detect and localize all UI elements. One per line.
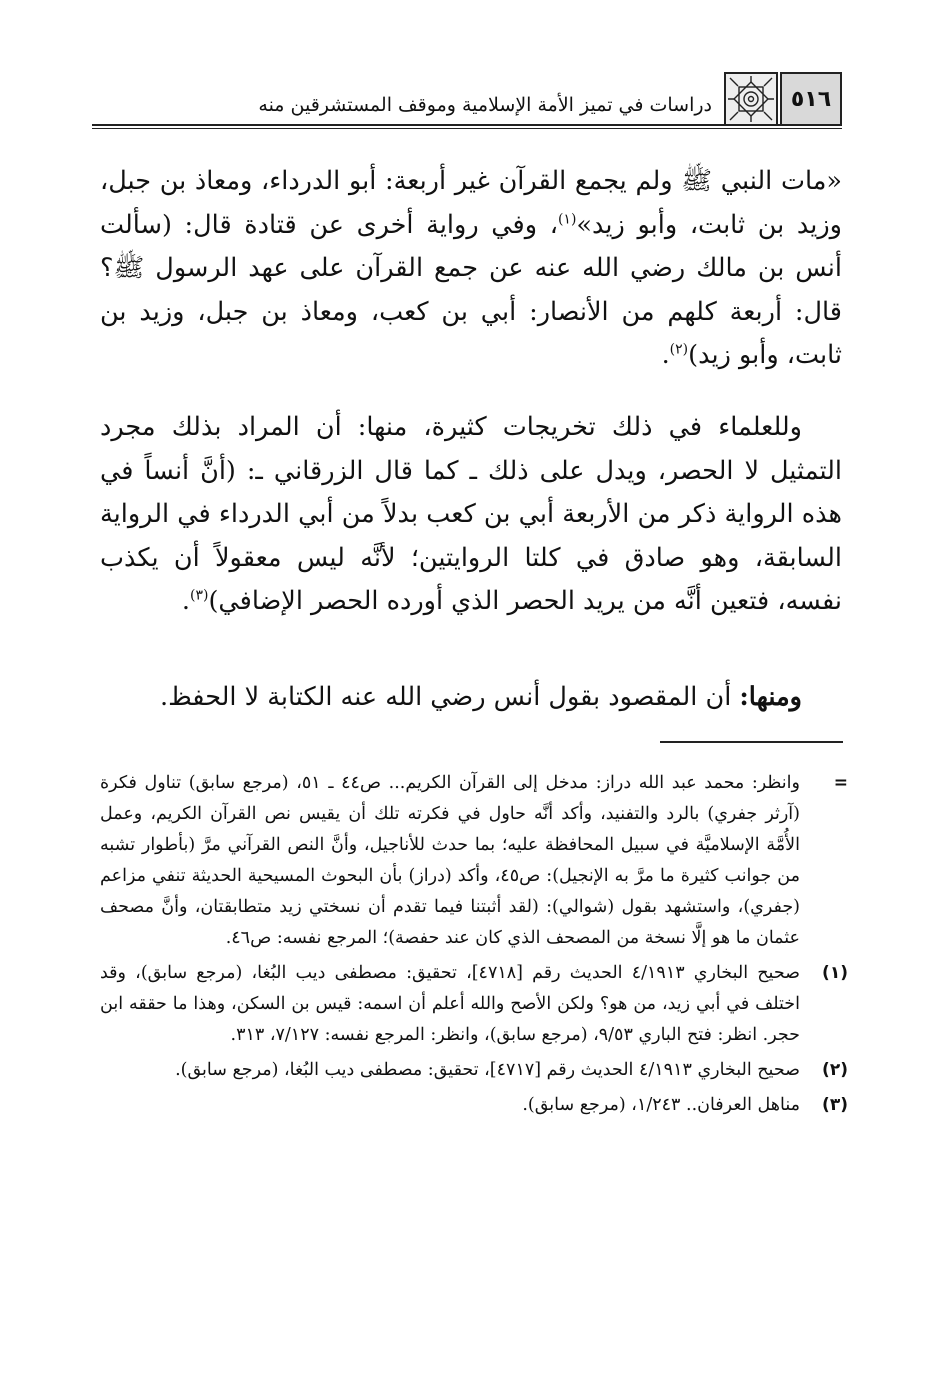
footnote-ref-2[interactable]: (٢) (669, 341, 689, 358)
footnote-mark: = (833, 773, 848, 793)
paragraph-2-text: وللعلماء في ذلك تخريجات كثيرة، منها: أن المراد بذلك مجرد التمثيل لا الحصر، ويدل على ذلك ـ كما قال الزرقاني ـ: (أنَّ أنساً في هذه الرواية ذكر من الأربعة أبي بن كعب بدلاً من أبي الدرداء في الرواية السابقة، وهو صادق في كلتا الروايتين؛ لأنَّه ليس معقولاً أن يكذب نفسه، فتعين أنَّه من يريد الحصر الذي أورده الحصر الإضافي) (100, 412, 842, 616)
footnote-ref-1[interactable]: (١) (557, 211, 577, 227)
footnote-2 (100, 1055, 852, 1086)
paragraph-1-end: . (661, 340, 670, 370)
footnote-divider (660, 741, 843, 743)
page-header (92, 72, 842, 128)
paragraph-1-text-a: «مات النبي ﷺ ولم يجمع القرآن غير أربعة: أبو الدرداء، ومعاذ بن جبل، وزيد بن ثابت، وأبو زيد» (100, 166, 842, 240)
page-number: ٥١٦ (780, 72, 842, 126)
paragraph-1-text-b: ، وفي رواية أخرى عن قتادة قال: (سألت أنس بن مالك رضي الله عنه عن جمع القرآن على عهد الرسول ﷺ؟ قال: أربعة كلهم من الأنصار: أبي بن كعب، ومعاذ بن جبل، وزيد بن ثابت، وأبو زيد) (100, 209, 842, 370)
header-divider-thin (92, 128, 842, 129)
ornament-icon (724, 72, 778, 126)
footnote-continued (100, 768, 852, 954)
footnote-text: مناهل العرفان.. ١/٢٤٣، (مرجع سابق). (522, 1095, 800, 1115)
footnotes (100, 768, 852, 1125)
footnote-ref-3[interactable]: (٣) (190, 587, 209, 604)
footnote-text: صحيح البخاري ٤/١٩١٣ الحديث رقم [٤٧١٧]، تحقيق: مصطفى ديب البُغا، (مرجع سابق). (175, 1060, 800, 1080)
paragraph-1 (100, 160, 842, 378)
footnote-text: صحيح البخاري ٤/١٩١٣ الحديث رقم [٤٧١٨]، تحقيق: مصطفى ديب البُغا، (مرجع سابق)، وقد اختلف في أبي زيد، من هو؟ ولكن الأصح والله أعلم أن اسمه: قيس بن السكن، وهذا ما حققه ابن حجر. انظر: فتح الباري ٩/٥٣، (مرجع سابق)، وانظر: المرجع نفسه: ٧/١٢٧، ٣١٣. (100, 963, 800, 1045)
footnote-text: وانظر: محمد عبد الله دراز: مدخل إلى القرآن الكريم... ص٤٤ ـ ٥١، (مرجع سابق) تناول فكرة (آرثر جفري) بالرد والتفنيد، وأكد أنَّه حاول في فكرته تلك أن يقيس نص القرآن الكريم، وعمل الأُمَّة الإسلاميَّة في سبيل المحافظة عليه؛ بما حدث للأناجيل، وأنَّ النص القرآني مرَّ (بأطوار تشبه من جوانب كثيرة ما مرَّ به الإنجيل): ص٤٥، وأكد (دراز) بأن البحوث المسيحية الحديثة تنفي مزاعم (جفري)، واستشهد بقول (شوالي): (لقد أثبتنا فيما تقدم أن نسختي زيد متطابقتان، وأنَّ مصحف عثمان ما هو إلَّا نسخة من المصحف الذي كان عند حفصة)؛ المرجع نفسه: ص٤٦. (100, 773, 800, 948)
footnote-3 (100, 1090, 852, 1121)
paragraph-2-end: . (181, 586, 190, 616)
paragraph-3-text: أن المقصود بقول أنس رضي الله عنه الكتابة لا الحفظ. (159, 682, 740, 712)
footnote-mark: (٣) (822, 1095, 848, 1115)
footnote-1 (100, 958, 852, 1051)
footnote-mark: (٢) (822, 1060, 848, 1080)
header-divider (92, 124, 842, 126)
footnote-mark: (١) (822, 963, 848, 983)
paragraph-2 (100, 406, 842, 624)
running-title: دراسات في تميز الأمة الإسلامية وموقف المستشرقين منه (258, 94, 712, 116)
paragraph-3-lead: ومنها: (739, 682, 802, 712)
paragraph-3 (100, 676, 842, 720)
